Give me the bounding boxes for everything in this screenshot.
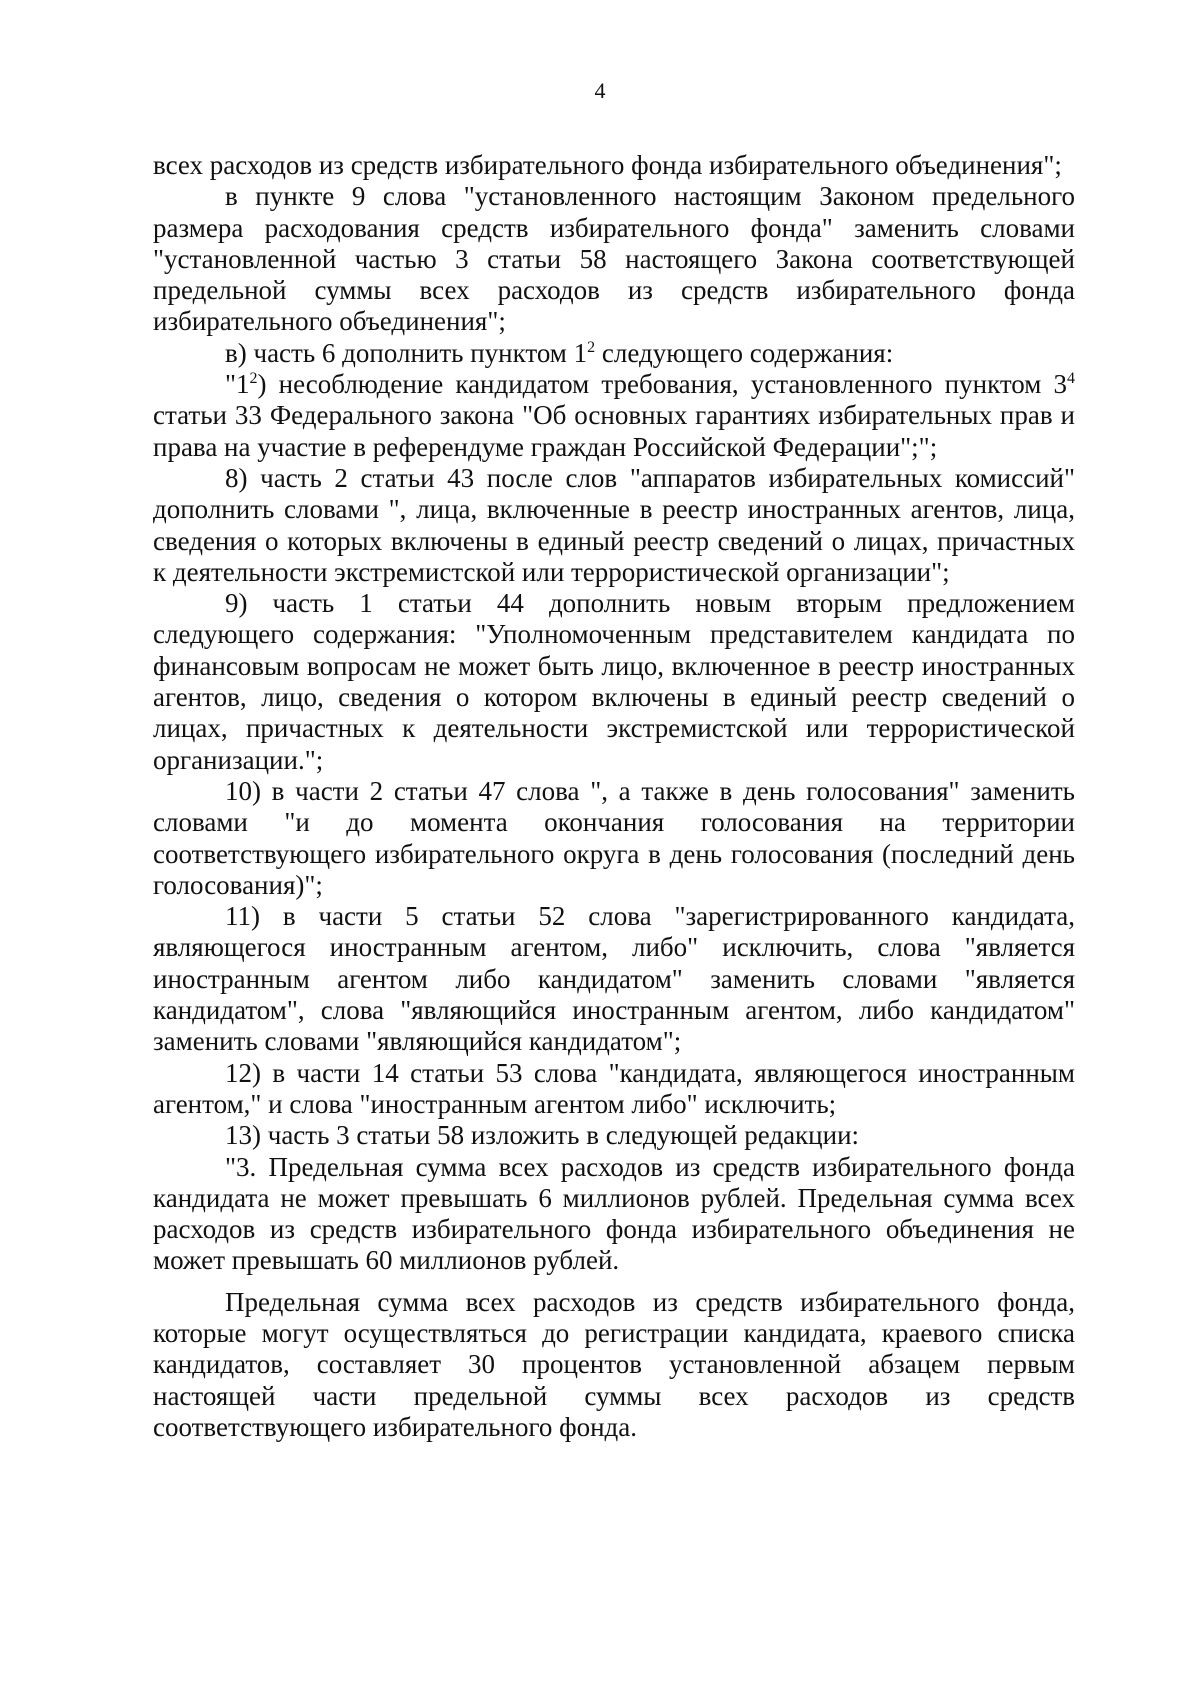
page-number: 4 xyxy=(594,78,606,103)
document-body xyxy=(153,150,1075,1443)
paragraph xyxy=(153,338,1075,369)
paragraph-text: в пункте 9 слова "установленного настоящим Законом предельного размера расходования средств избирательного фонда" заменить словами "установленной частью 3 статьи 58 настоящего Закона соответствующей предельной суммы всех расходов из средств избирательного фонда избирательного объединения"; xyxy=(153,181,1075,337)
paragraph xyxy=(153,588,1075,776)
paragraph-text: ) несоблюдение кандидатом требования, установленного пунктом 3 xyxy=(257,369,1067,400)
paragraph xyxy=(153,1120,1075,1151)
paragraph-text: 13) часть 3 статьи 58 изложить в следующей редакции: xyxy=(225,1120,860,1151)
paragraph xyxy=(153,1152,1075,1277)
paragraph xyxy=(153,1058,1075,1121)
paragraph xyxy=(153,369,1075,463)
paragraph-text: в) часть 6 дополнить пунктом 1 xyxy=(225,337,588,368)
superscript: 2 xyxy=(587,338,596,356)
paragraph xyxy=(153,1287,1075,1443)
paragraph-text: всех расходов из средств избирательного фонда избирательного объединения"; xyxy=(153,150,1062,180)
paragraph-text: статьи 33 Федерального закона "Об основных гарантиях избирательных прав и права на участие в референдуме граждан Российской Федерации";"; xyxy=(153,400,1075,462)
paragraph-text: "3. Предельная сумма всех расходов из средств избирательного фонда кандидата не может превышать 6 миллионов рублей. Предельная сумма всех расходов из средств избирательного фонда избирательного объединения не может превышать 60 миллионов рублей. xyxy=(153,1151,1075,1276)
superscript: 2 xyxy=(249,370,258,388)
paragraph xyxy=(153,150,1075,181)
paragraph-text: 8) часть 2 статьи 43 после слов "аппаратов избирательных комиссий" дополнить словами ", лица, включенные в реестр иностранных агентов, лица, сведения о которых включены в единый реестр сведений о лицах, причастных к деятельности экстремистской или террористической организации"; xyxy=(153,462,1075,587)
paragraph xyxy=(153,776,1075,901)
paragraph xyxy=(153,463,1075,588)
paragraph xyxy=(153,181,1075,337)
paragraph-text: 11) в части 5 статьи 52 слова "зарегистрированного кандидата, являющегося иностранным агентом, либо" исключить, слова "является иностранным агентом либо кандидатом" заменить словами "является кандидатом", слова "являющийся иностранным агентом, либо кандидатом" заменить словами "являющийся кандидатом"; xyxy=(153,901,1075,1057)
paragraph-text: 12) в части 14 статьи 53 слова "кандидата, являющегося иностранным агентом," и слова "иностранным агентом либо" исключить; xyxy=(153,1057,1075,1119)
paragraph-text: 10) в части 2 статьи 47 слова ", а также в день голосования" заменить словами "и до момента окончания голосования на территории соответствующего избирательного округа в день голосования (последний день голосования)"; xyxy=(153,775,1075,900)
paragraph-text: "1 xyxy=(225,369,250,400)
paragraph-text: следующего содержания: xyxy=(595,337,894,368)
paragraph-text: 9) часть 1 статьи 44 дополнить новым вторым предложением следующего содержания: "Уполномоченным представителем кандидата по финансовым вопросам не может быть лицо, включенное в реестр иностранных агентов, лицо, сведения о котором включены в единый реестр сведений о лицах, причастных к деятельности экстремистской или террористической организации."; xyxy=(153,588,1075,775)
paragraph-text: Предельная сумма всех расходов из средств избирательного фонда, которые могут осуществляться до регистрации кандидата, краевого списка кандидатов, составляет 30 процентов установленной абзацем первым настоящей части предельной суммы всех расходов из средств соответствующего избирательного фонда. xyxy=(153,1286,1075,1442)
paragraph xyxy=(153,901,1075,1057)
superscript: 4 xyxy=(1067,370,1075,388)
